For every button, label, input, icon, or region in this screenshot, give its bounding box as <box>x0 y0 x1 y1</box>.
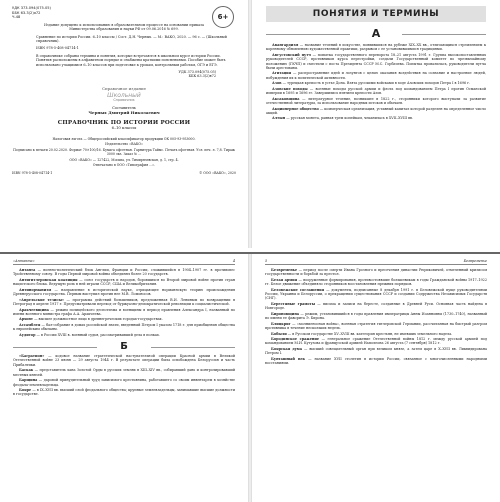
glossary-entry <box>265 357 487 366</box>
glossary-term: Бироновщина <box>271 311 300 316</box>
glossary-definition: — генеральное сражение Отечественной войны 1812 г. между русской армией под командованием М.И. Кутузова и французской армией Наполеона 26 августа (7 сентября) 1812 г. <box>265 337 488 346</box>
glossary-term: Алтын <box>272 116 286 121</box>
glossary-definition: — союз государств и народов, боровшихся во Второй мировой войне против стран нацистского блока. Ведущую роль в ней играли СССР, США и Великобритания. <box>13 277 236 287</box>
glossary-definition: — программа действий большевиков, предложенная В.И. Лениным по возвращении в Петроград в апреле 1917 г. Предусматривали переход от буржуазно-демократической революции к социалистической. <box>13 297 236 306</box>
letter-heading-a: А <box>266 27 486 40</box>
glossary-term: Бунташный век <box>271 356 306 361</box>
glossary-term: Бородинское сражение <box>271 337 320 342</box>
glossary-term: Баскак <box>19 368 34 373</box>
author-mark: Ч-48 <box>12 15 21 20</box>
terms-column <box>13 268 235 337</box>
glossary-entry <box>266 81 486 85</box>
series-label: Справочное издание <box>101 85 147 91</box>
annotation: В справочнике собраны термины и понятия, которые встречаются в школьном курсе истории России. Понятия расположены в алфавитном порядке и снабжены краткими пояснениями. Пособие может быть использовано учащимися 6–10 классов при подготовке к урокам, контрольным работам, ОГЭ и ЕГЭ. <box>36 53 226 67</box>
glossary-term: Аракчеевщина <box>19 307 49 312</box>
terms-column <box>266 43 486 121</box>
glossary-definition: — период после смерти Ивана Грозного и пресечения династии Рюриковичей, отмеченный кризисом государственности и борьбой за престол. <box>265 268 487 277</box>
glossary-term: Блицкриг <box>271 321 291 326</box>
series-logo <box>107 94 141 102</box>
glossary-definition: — турецкая крепость в устье Дона. Взята русскими войсками в ходе Азовских походов Петра I в 1696 г. <box>281 81 471 86</box>
glossary-definition: — название XVII столетия в истории России, связанное с многочисленными народными восстаниями. <box>265 356 487 366</box>
colophon <box>12 137 236 168</box>
glossary-entry <box>265 337 487 346</box>
terms-column <box>265 268 487 366</box>
age-rating-badge: 6+ <box>212 6 234 28</box>
glossary-term: Безвременье <box>271 268 298 272</box>
glossary-term: Бояре <box>19 388 32 393</box>
glossary-term: Белая армия <box>271 277 298 282</box>
section-banner: ПОНЯТИЯ И ТЕРМИНЫ <box>266 6 486 22</box>
glossary-term: Беловежские соглашения <box>271 287 325 292</box>
top-spread <box>0 0 500 248</box>
glossary-entry <box>13 288 235 297</box>
book-title: СПРАВОЧНИК ПО ИСТОРИИ РОССИИ <box>57 119 191 126</box>
glossary-definition: — коммерческая организация, уставный капитал которой разделен на определенное число акций. <box>266 106 486 115</box>
page-number: 5 <box>265 259 268 263</box>
glossary-term: «Багратион» <box>19 354 45 359</box>
bibliographic-citation: Сравнение по истории России. 6–10 классы / Сост. Д.Н. Черных. — М.: ВАКО, 2020. — 96 с. — (Школьный справочник). <box>36 34 227 43</box>
bbk-code: ББК 63.3(2)я72 <box>12 10 41 15</box>
glossary-entry <box>266 107 486 116</box>
glossary-term: Антинорманизм <box>19 287 52 292</box>
colophon-line: Отпечатано в ООО «Типография ...». <box>92 163 156 168</box>
classification-codes <box>12 6 236 20</box>
glossary-definition: — режим полицейского деспотизма и военщины в период правления Александра I, названный по имени военного министра графа А.А. Аракчеева. <box>13 307 235 316</box>
glossary-entry <box>265 268 487 277</box>
glossary-entry <box>266 43 486 52</box>
bbk-code-repeat-2: ББК 63.3(2)я72 <box>188 74 216 79</box>
glossary-definition: — русская монета, равная трем копейкам, чеканилась в XVII–XVIII вв. <box>285 116 413 121</box>
page-4 <box>4 254 244 502</box>
glossary-term: Берестяные грамоты <box>271 301 316 306</box>
glossary-definition: — направление в исторической науке, отрицающее норманнскую теорию происхождения Древнерусского государства. Первым выступил против нее М.В. Ломоносов. <box>13 287 235 297</box>
glossary-entry <box>265 278 487 287</box>
book-gutter <box>248 254 252 502</box>
glossary-term: Барщина <box>19 378 38 383</box>
glossary-entry <box>265 347 487 356</box>
glossary-definition: — распространение идей и лозунгов с целью оказания воздействия на сознание и настроение людей, побуждения их к политической активности. <box>266 71 486 80</box>
glossary-definition: — письма и записи на бересте, созданные в Древней Руси. Основная часть найдена в Новгороде. <box>265 301 488 311</box>
glossary-term: Акционерное общество <box>272 106 319 111</box>
colophon-line: ООО «ВАКО» — 127422, Москва, ул. Тимирязевская, д. 1, стр. 4. <box>69 157 179 162</box>
glossary-definition: — представитель хана Золотой Орды в русских землях в XIII–XIV вв., собиравший дань и контролировавший местных князей. <box>13 368 235 377</box>
glossary-entry <box>265 288 487 301</box>
author-role: Составитель <box>112 106 136 111</box>
glossary-term: «Апрельские тезисы» <box>19 297 64 302</box>
imprint-page <box>4 0 244 248</box>
glossary-term: Агитация <box>272 71 292 76</box>
glossary-definition: — в России XVIII в. военный судья, рассматривавший дела в полках. <box>35 332 160 337</box>
page-number: 4 <box>232 259 235 263</box>
glossary-entry <box>266 97 486 106</box>
glossary-definition: — высшее должностное лицо в древнегреческих городах-государствах. <box>33 317 163 322</box>
glossary-entry <box>13 268 235 277</box>
bottom-spread <box>0 252 500 502</box>
glossary-definition: — даровой принудительный труд зависимого крестьянина, работавшего со своим инвентарем в хозяйстве феодала-землевладельца. <box>13 378 235 387</box>
footer-isbn: ISBN 978-5-408-04714-1 <box>12 171 53 176</box>
glossary-definition: — военно-политический блок Англии, Франции и России, сложившийся в 1904–1907 гг. в противовес Тройственному союзу. В годы Первой мировой войны объединял более 20 государств. <box>13 268 235 277</box>
glossary-term: Аудитор <box>19 332 36 337</box>
glossary-definition: — попытка государственного переворота 18–21 августа 1991 г. Группа высокопоставленных руководителей СССР, противников курса перестройки, создали Государственный комитет по чрезвычайному положению (ГКЧП) и сместили с поста Президента СССР М.С. Горбачева. Попытка провалилась, руководители путча были арестованы. <box>266 52 487 70</box>
glossary-entry <box>13 278 235 287</box>
page-5 <box>256 254 496 502</box>
glossary-entry <box>266 71 486 80</box>
glossary-entry <box>266 116 486 120</box>
glossary-entry <box>265 332 487 336</box>
glossary-entry <box>13 323 235 332</box>
glossary-term: Архонт <box>19 317 33 322</box>
glossary-term: Антигитлеровская коалиция <box>19 277 78 282</box>
glossary-entry <box>265 302 487 311</box>
series-logo-sub: Справочник <box>113 98 135 103</box>
glossary-term: Азовские походы <box>272 86 308 91</box>
author-name: Черных Дмитрий Николаевич <box>88 110 160 116</box>
glossary-term: Антанта <box>19 268 36 272</box>
isbn-line: ISBN 978-5-408-04714-1 <box>36 46 79 51</box>
glossary-entry <box>13 388 235 397</box>
glossary-definition: — кодовое название стратегической наступательной операции Красной армии в Великой Отечественной войне 23 июня — 29 августа 1944 г. В результате операции была освобождена Белоруссия и часть Прибалтики. <box>13 354 235 367</box>
running-head <box>13 259 235 265</box>
book-gutter <box>248 0 252 248</box>
glossary-definition: — в IX–XVII вв. высший слой феодального общества; крупные землевладельцы, занимавшие высшие должности в государстве. <box>13 388 235 397</box>
series-logo-main: Школьный <box>107 92 141 100</box>
running-head-title: «Антанта» <box>13 259 35 263</box>
glossary-definition: — документы, подписанные 8 декабря 1991 г. в Беловежской пуще руководителями России, Украины и Белоруссии, о прекращении существования СССР и создании Содружества Независимых Государств (СНГ). <box>265 287 487 301</box>
glossary-entry <box>265 322 487 331</box>
glossary-term: Боярская дума <box>271 347 302 351</box>
glossary-definition: — вооруженные формирования, противостоявшие большевикам в годы Гражданской войны 1917–1922 гг. Белое движение объединяло сторонников восстановления прежних порядков. <box>265 277 487 287</box>
running-head <box>265 259 487 265</box>
glossary-term: Ассамблея <box>19 322 41 327</box>
glossary-entry <box>266 87 486 96</box>
glossary-definition: — в Русском государстве XV–XVIII вв. категория крестьян, не имевших земельного надела. <box>286 331 453 336</box>
glossary-entry <box>13 308 235 317</box>
terms-title-page <box>256 0 496 248</box>
book-subtitle: 6–10 классы <box>111 125 137 131</box>
glossary-entry <box>13 378 235 387</box>
glossary-term: Аксаковщина <box>272 96 300 101</box>
glossary-entry <box>266 53 486 70</box>
terms-column <box>13 354 235 397</box>
glossary-definition: — литературное течение, возникшее в 1822 г., сторонники которого выступали за развитие отечественной литературы, за использование народных истоков и обычаев. <box>266 96 486 106</box>
glossary-definition: — название течений в искусстве, появившихся на рубеже XIX–XX вв., отличающихся стремлением к коренному обновлению художественной практики, разрывом с ее установившимися традициями. <box>266 43 486 52</box>
imprint-footer <box>12 171 236 176</box>
glossary-entry <box>13 333 235 337</box>
udk-code: УДК 373.094(075.05) <box>12 6 51 10</box>
glossary-definition: — бал-собрание в домах российской знати, введенный Петром I указом 1718 г. для приобщения общества к европейским обычаям. <box>13 322 235 332</box>
colophon-line: Подписано к печати 20.02.2020. Формат 70×100/16. Бумага офсетная. Гарнитура Таймс. Печать офсетная. Усл. печ. л. 7,8. Тираж 3000 экз. Заказ № … <box>13 148 235 157</box>
bbk-code-repeat-1: УДК 373.094(075.05) <box>178 70 216 75</box>
glossary-term: Авангардизм <box>272 43 299 47</box>
glossary-term: Азов <box>272 81 282 86</box>
approval-note: Издание допущено к использованию в образовательном процессе на основании приказа Министерства образования и науки РФ от 09.06.2016 № 699. <box>43 22 205 32</box>
running-head-title: Безвременье <box>463 259 487 263</box>
glossary-entry <box>13 298 235 307</box>
glossary-definition: — «молниеносная война», военная стратегия гитлеровской Германии, рассчитанная на быстрый разгром противника в течение нескольких недель. <box>265 321 487 331</box>
colophon-line: Издательство «ВАКО» <box>105 142 143 147</box>
glossary-definition: — высший совещательный орган при великом князе, а затем царе в X–XVII вв. Ликвидирована Петром I. <box>265 347 487 356</box>
glossary-entry <box>13 354 235 367</box>
glossary-definition: — военные походы русской армии и флота под командованием Петра I против Османской империи в 1695 и 1696 гг. Завершились взятием крепости Азов. <box>266 86 487 96</box>
glossary-entry <box>265 312 487 321</box>
bbk-codes-block <box>12 70 236 79</box>
glossary-term: Августовский путч <box>272 52 311 57</box>
glossary-term: Бобыли <box>271 331 287 336</box>
footer-copyright: © ООО «ВАКО», 2020 <box>199 171 236 176</box>
glossary-entry <box>13 317 235 321</box>
glossary-definition: — режим, установившийся в годы правления императрицы Анны Иоанновны (1730–1740), названный по имени ее фаворита Э. Бирона. <box>265 311 487 321</box>
letter-heading-b: Б <box>13 341 235 352</box>
glossary-entry <box>13 368 235 377</box>
colophon-line: Налоговая льгота — Общероссийский классификатор продукции ОК 005-93-953000. <box>52 136 196 141</box>
